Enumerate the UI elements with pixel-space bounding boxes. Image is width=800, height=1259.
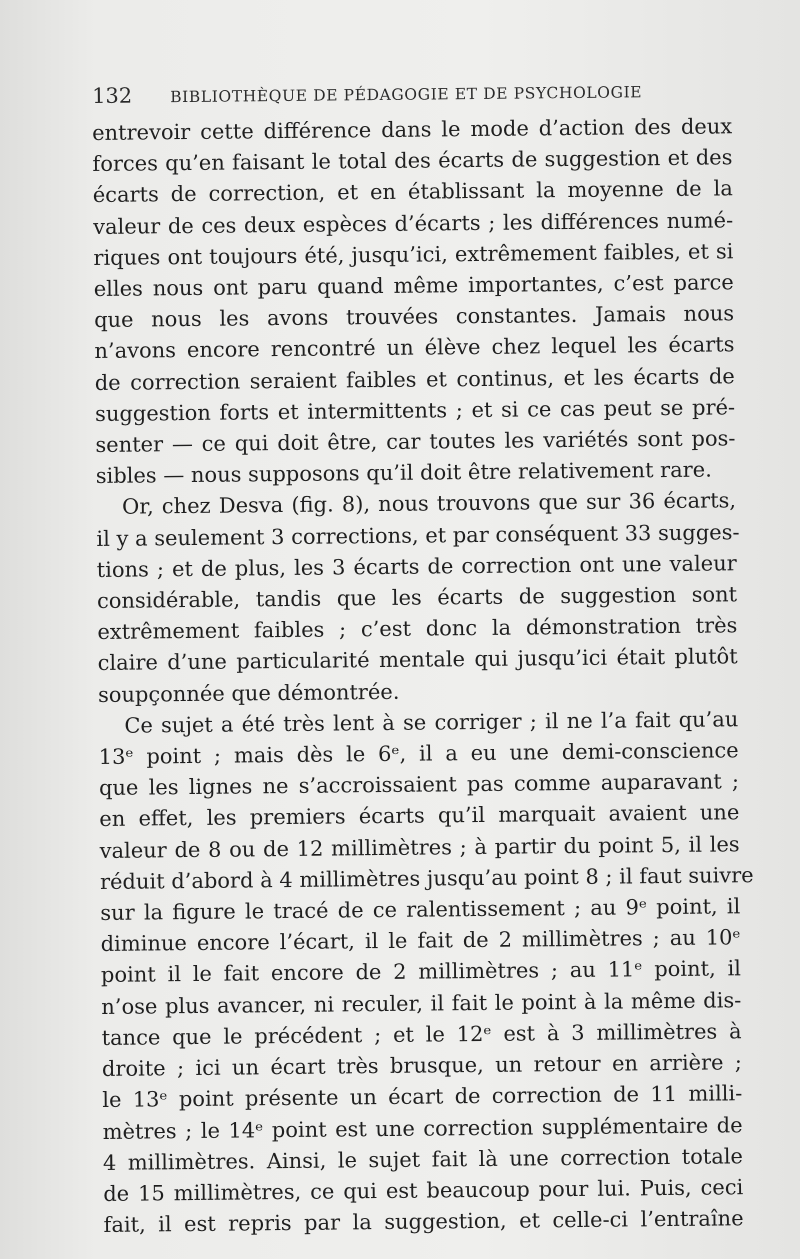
text-line: droite ; ici un écart très brusque, un retour en arrière ; bbox=[101, 1050, 743, 1082]
text-line: tions ; et de plus, les 3 écarts de correction ont une valeur bbox=[96, 551, 737, 582]
running-title: BIBLIOTHÈQUE DE PÉDAGOGIE ET DE PSYCHOLOGIE bbox=[170, 83, 643, 107]
text-line: le 13ᵉ point présente un écart de correction de 11 milli- bbox=[102, 1081, 743, 1113]
text-line: sur la figure le tracé de ce ralentissement ; au 9ᵉ point, il bbox=[100, 894, 741, 926]
text-line: extrêmement faibles ; c’est donc la démonstration très bbox=[97, 613, 738, 645]
text-line: n’ose plus avancer, ni reculer, il fait le point à la même dis- bbox=[101, 987, 742, 1019]
text-line: en effet, les premiers écarts qu’il marquait avaient une bbox=[99, 800, 740, 832]
text-line: tance que le précédent ; et le 12ᵉ est à 3 millimètres à bbox=[101, 1019, 742, 1050]
text-line: senter — ce qui doit être, car toutes les variétés sont pos- bbox=[95, 426, 736, 458]
text-line: 13ᵉ point ; mais dès le 6ᵉ, il a eu une demi-conscience bbox=[98, 738, 739, 770]
text-line: valeur de 8 ou de 12 millimètres ; à partir du point 5, il les bbox=[99, 831, 740, 863]
text-line: réduit d’abord à 4 millimètres jusqu’au point 8 ; il faut suivre bbox=[99, 862, 754, 894]
text-line: fait, il est repris par la suggestion, et celle-ci l’entraîne bbox=[103, 1206, 744, 1238]
text-line: Ce sujet a été très lent à se corriger ; il ne l’a fait qu’au bbox=[124, 707, 739, 738]
text-line: diminue encore l’écart, il le fait de 2 millimètres ; au 10ᵉ bbox=[100, 925, 741, 957]
paragraph-2 bbox=[96, 486, 738, 711]
text-line: n’avons encore rencontré un élève chez lequel les écarts bbox=[94, 332, 735, 364]
text-line: de 15 millimètres, ce qui est beaucoup pour lui. Puis, ceci bbox=[103, 1175, 744, 1206]
text-line: forces qu’en faisant le total des écarts de suggestion et des bbox=[92, 145, 733, 177]
text-line: il y a seulement 3 corrections, et par conséquent 33 sugges- bbox=[96, 519, 740, 551]
running-head bbox=[92, 78, 652, 108]
text-line: claire d’une particularité mentale qui jusqu’ici était plutôt bbox=[97, 644, 738, 676]
paragraph-3 bbox=[98, 704, 754, 1241]
text-line: sibles — nous supposons qu’il doit être relativement rare. bbox=[95, 457, 712, 489]
text-line: 4 millimètres. Ainsi, le sujet fait là une correction totale bbox=[102, 1143, 744, 1175]
text-line: soupçonnée que démontrée. bbox=[97, 679, 400, 707]
text-line: écarts de correction, et en établissant la moyenne de la bbox=[92, 176, 733, 208]
text-line: que nous les avons trouvées constantes. Jamais nous bbox=[93, 301, 735, 333]
text-line: que les lignes ne s’accroissaient pas comme auparavant ; bbox=[98, 769, 740, 801]
text-line: suggestion forts et intermittents ; et si ce cas peut se pré- bbox=[94, 395, 736, 426]
text-line: point il le fait encore de 2 millimètres ; au 11ᵉ point, il bbox=[100, 956, 742, 988]
text-line: Or, chez Desva (fig. 8), nous trouvons que sur 36 écarts, bbox=[121, 488, 737, 520]
text-line: considérable, tandis que les écarts de suggestion sont bbox=[96, 582, 738, 614]
body-text bbox=[92, 111, 754, 1241]
text-line: mètres ; le 14ᵉ point est une correction supplémentaire de bbox=[102, 1112, 743, 1144]
text-line: valeur de ces deux espèces d’écarts ; les différences numé- bbox=[93, 207, 734, 239]
text-line: elles nous ont paru quand même importantes, c’est parce bbox=[93, 270, 734, 302]
paragraph-1 bbox=[92, 111, 736, 492]
text-line: de correction seraient faibles et continus, et les écarts de bbox=[94, 363, 735, 395]
page-number: 132 bbox=[92, 83, 133, 108]
text-line: entrevoir cette différence dans le mode d’action des deux bbox=[92, 114, 733, 145]
text-line: riques ont toujours été, jusqu’ici, extrêmement faibles, et si bbox=[93, 239, 734, 270]
